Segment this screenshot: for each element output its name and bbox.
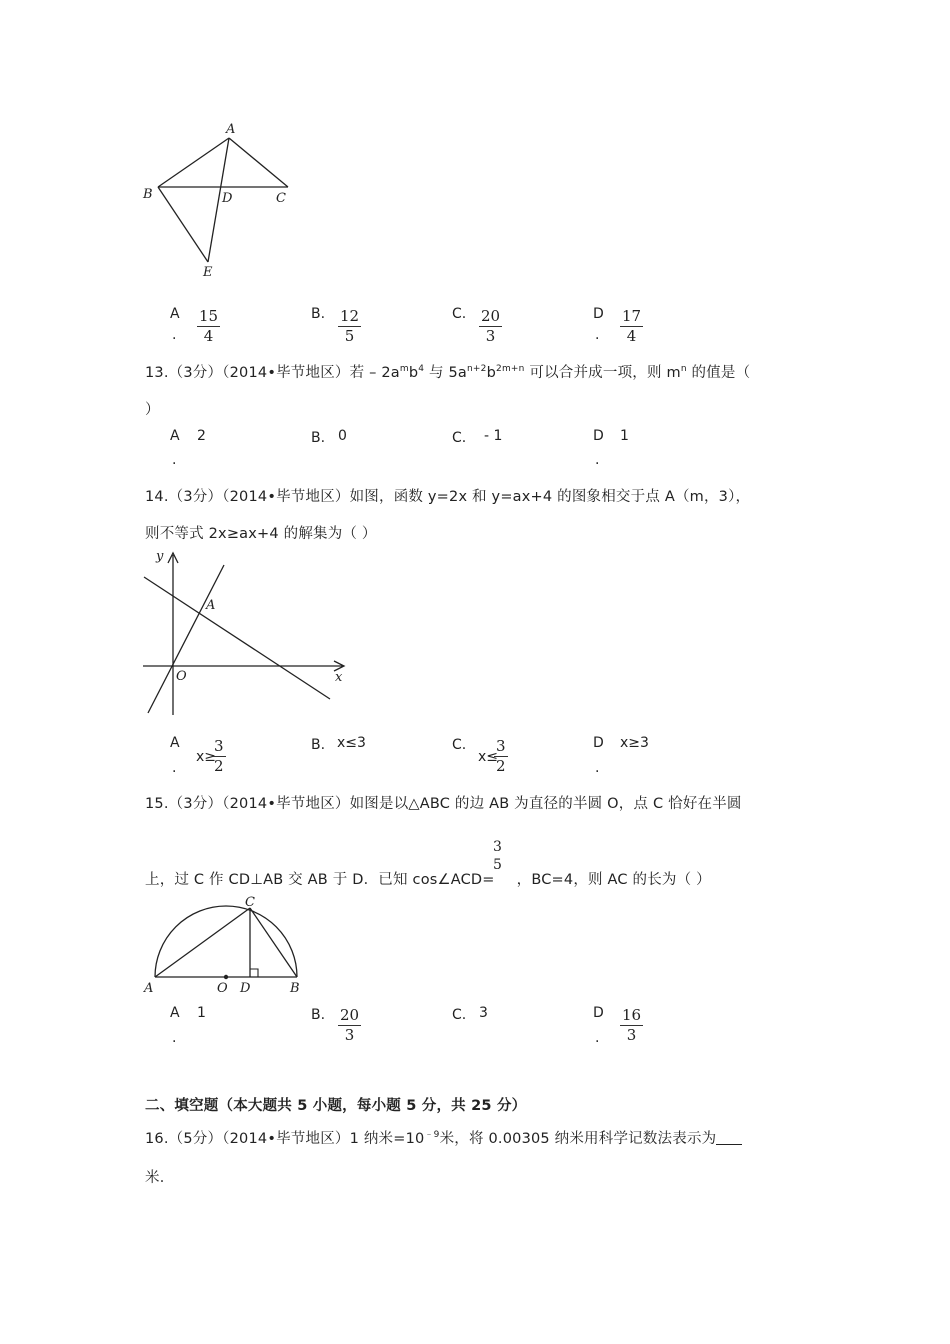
q15-option-c-text: 3 <box>479 1005 488 1021</box>
q15-option-d-num: 16 <box>622 1006 642 1024</box>
q14-option-c-prefix: x≤ <box>478 749 499 765</box>
q13-option-b-text: 0 <box>338 428 347 444</box>
fig12-label-a: A <box>226 122 236 137</box>
q15-option-c-letter: C. <box>452 1007 467 1023</box>
q13-text-b4: b <box>408 365 419 381</box>
q14-option-c-num: 3 <box>496 737 506 755</box>
section-2-heading: 二、填空题（本大题共 5 小题，每小题 5 分，共 25 分） <box>145 1098 527 1114</box>
q15-option-b-num: 20 <box>340 1006 360 1024</box>
q15-option-d-fraction <box>620 1006 643 1045</box>
q13-option-c-text: - 1 <box>484 428 503 444</box>
q13-option-a-text: 2 <box>197 428 206 444</box>
q14-option-c-den: 2 <box>496 757 506 775</box>
fig12-label-e: E <box>203 265 213 280</box>
q15-fig-label-d: D <box>240 981 251 996</box>
q16-answer-blank[interactable] <box>716 1130 742 1145</box>
q12-option-d-letter: D <box>593 306 604 322</box>
q12-option-c-num: 20 <box>481 307 501 325</box>
q13-text-b2: b <box>486 365 497 381</box>
q13-sup-2mn: 2m+n <box>496 364 525 374</box>
q16-stem-line2: 米． <box>145 1170 175 1186</box>
q14-option-a-prefix: x≥ <box>196 749 217 765</box>
q12-option-c-letter: C. <box>452 306 467 322</box>
q15-cos-den: 5 <box>493 857 502 873</box>
q12-option-a-den: 4 <box>203 327 214 345</box>
q13-option-d-letter: D <box>593 428 604 444</box>
fig12-label-c: C <box>276 191 286 206</box>
q13-option-b-letter: B. <box>311 430 326 446</box>
q15-stem-line2 <box>145 868 711 889</box>
q14-option-a-dot: . <box>172 760 177 776</box>
q15-option-b-letter: B. <box>311 1007 326 1023</box>
q14-option-a-fraction <box>212 737 226 776</box>
q13-sup-4: 4 <box>418 364 425 374</box>
q15-fig-label-b: B <box>290 981 300 996</box>
q16-text-post: 米，将 0.00305 纳米用科学记数法表示为 <box>439 1131 717 1147</box>
q13-option-a-dot: . <box>172 452 177 468</box>
triangle-figure-q12 <box>140 120 310 285</box>
q14-fig-label-x: x <box>335 670 343 685</box>
q13-text-pre: 13.（3分）（2014•毕节地区）若 – 2a <box>145 365 400 381</box>
q13-stem-line1 <box>145 361 750 382</box>
fig12-label-d: D <box>222 191 233 206</box>
q16-text-pre: 16.（5分）（2014•毕节地区）1 纳米=10 <box>145 1131 425 1147</box>
q15-text-post: ，BC=4，则 AC 的长为（ ） <box>516 872 711 888</box>
q13-option-a-letter: A <box>170 428 180 444</box>
q15-stem-line1: 15.（3分）（2014•毕节地区）如图是以△ABC 的边 AB 为直径的半圆 O，点 C 恰好在半圆 <box>145 796 742 812</box>
q15-option-b-den: 3 <box>344 1026 355 1044</box>
q13-sup-n2: n+2 <box>467 364 487 374</box>
q12-option-c-fraction <box>479 307 502 346</box>
q15-fig-label-o: O <box>217 981 228 996</box>
q12-option-a-num: 15 <box>199 307 219 325</box>
q14-option-d-dot: . <box>595 760 600 776</box>
q14-option-b-letter: B. <box>311 737 326 753</box>
q15-option-d-den: 3 <box>626 1026 637 1044</box>
q13-text-post: 可以合并成一项，则 m <box>524 365 681 381</box>
q16-sup-exponent: ﹣9 <box>424 1130 440 1140</box>
q14-option-d-text: x≥3 <box>620 735 649 751</box>
q15-option-d-dot: . <box>595 1030 600 1046</box>
q14-option-a-den: 2 <box>214 757 224 775</box>
q13-text-mid: 与 5a <box>424 365 468 381</box>
q14-fig-label-a: A <box>206 598 216 613</box>
q12-option-b-den: 5 <box>344 327 355 345</box>
fig12-label-b: B <box>143 187 153 202</box>
q13-option-d-dot: . <box>595 452 600 468</box>
q15-option-a-letter: A <box>170 1005 180 1021</box>
q14-option-d-letter: D <box>593 735 604 751</box>
q12-option-b-letter: B. <box>311 306 326 322</box>
graph-figure-q14 <box>140 545 355 720</box>
q12-option-d-den: 4 <box>626 327 637 345</box>
q13-option-d-text: 1 <box>620 428 629 444</box>
q14-option-c-letter: C. <box>452 737 467 753</box>
q15-fig-label-c: C <box>245 895 255 910</box>
q14-option-c-fraction <box>494 737 508 776</box>
q15-option-a-dot: . <box>172 1030 177 1046</box>
q15-fig-label-a: A <box>144 981 154 996</box>
q12-option-d-dot: . <box>595 327 600 343</box>
q14-stem-line2: 则不等式 2x≥ax+4 的解集为（ ） <box>145 526 377 542</box>
q15-option-a-text: 1 <box>197 1005 206 1021</box>
q12-option-a-letter: A <box>170 306 180 322</box>
q16-stem-line1 <box>145 1127 742 1148</box>
q12-option-d-num: 17 <box>622 307 642 325</box>
semicircle-figure-q15 <box>140 893 310 998</box>
q14-stem-line1: 14.（3分）（2014•毕节地区）如图，函数 y=2x 和 y=ax+4 的图象相交于点 A（m，3）， <box>145 489 751 505</box>
q15-cos-fraction <box>491 838 504 874</box>
q14-option-b-text: x≤3 <box>337 735 366 751</box>
q15-option-d-letter: D <box>593 1005 604 1021</box>
q12-option-a-dot: . <box>172 327 177 343</box>
q13-stem-line2: ） <box>145 402 160 418</box>
q15-option-b-fraction <box>338 1006 361 1045</box>
q12-option-c-den: 3 <box>485 327 496 345</box>
q14-option-a-letter: A <box>170 735 180 751</box>
q13-text-tail: 的值是（ <box>686 365 751 381</box>
q13-sup-m: m <box>399 364 409 374</box>
q13-sup-n: n <box>680 364 687 374</box>
q15-text-pre: 上，过 C 作 CD⊥AB 交 AB 于 D．已知 cos∠ACD= <box>145 872 495 888</box>
q14-fig-label-o: O <box>176 669 187 684</box>
q14-option-a-num: 3 <box>214 737 224 755</box>
q12-option-a-fraction <box>197 307 220 346</box>
q14-fig-label-y: y <box>156 549 164 564</box>
q15-cos-num: 3 <box>493 839 502 855</box>
q12-option-d-fraction <box>620 307 643 346</box>
q13-option-c-letter: C. <box>452 430 467 446</box>
q12-option-b-fraction <box>338 307 361 346</box>
q12-option-b-num: 12 <box>340 307 360 325</box>
